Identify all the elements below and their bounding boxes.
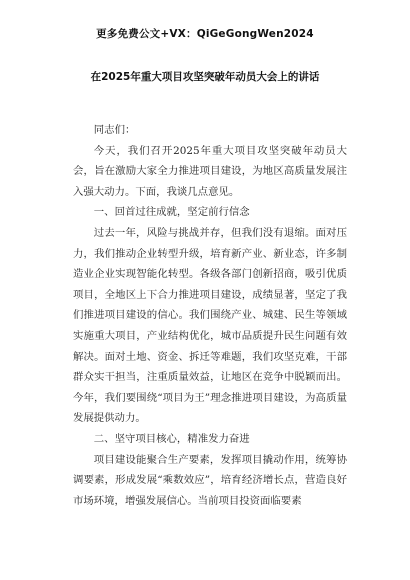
section-heading-1: 一、回首过往成就，坚定前行信念 <box>93 206 250 219</box>
document-title: 在2025年重大项目攻坚突破年动员大会上的讲话 <box>90 71 320 83</box>
salutation: 同志们： <box>93 124 136 136</box>
paragraph-projects: 项目建设能聚合生产要素，发挥项目撬动作用，统筹协调要素，形成发展“乘数效应”，培育经济增长点，营造良好市场环境，增强发展信心。当前项目投资面临要素 <box>73 453 347 507</box>
section-heading-2: 二、坚守项目核心，精准发力奋进 <box>93 432 250 445</box>
paragraph-intro: 今天，我们召开2025年重大项目攻坚突破年动员大会，旨在激励大家全力推进项目建设，为地区高质量发展注入强大动力。下面，我谈几点意见。 <box>73 144 347 198</box>
watermark-text: 更多免费公文+VX：QiGeGongWen2024 <box>96 28 314 40</box>
document-body <box>73 120 347 511</box>
paragraph-review: 过去一年，风险与挑战并存，但我们没有退缩。面对压力，我们推动企业转型升级，培育新产业、新业态，许多制造业企业实现智能化转型。各级各部门创新招商，吸引优质项目，全地区上下合力推进项目建设，成绩显著，坚定了我们推进项目建设的信心。我们围绕产业、城建、民生等领域实施重大项目，产业结构优化，城市品质提升民生问题有效解决。面对土地、资金、拆迁等难题，我们攻坚克难，干部群众实干担当，注重质量效益，让地区在竞争中脱颖而出。今年，我们要围绕“项目为王”理念推进项目建设，为高质量发展提供动力。 <box>73 226 347 425</box>
